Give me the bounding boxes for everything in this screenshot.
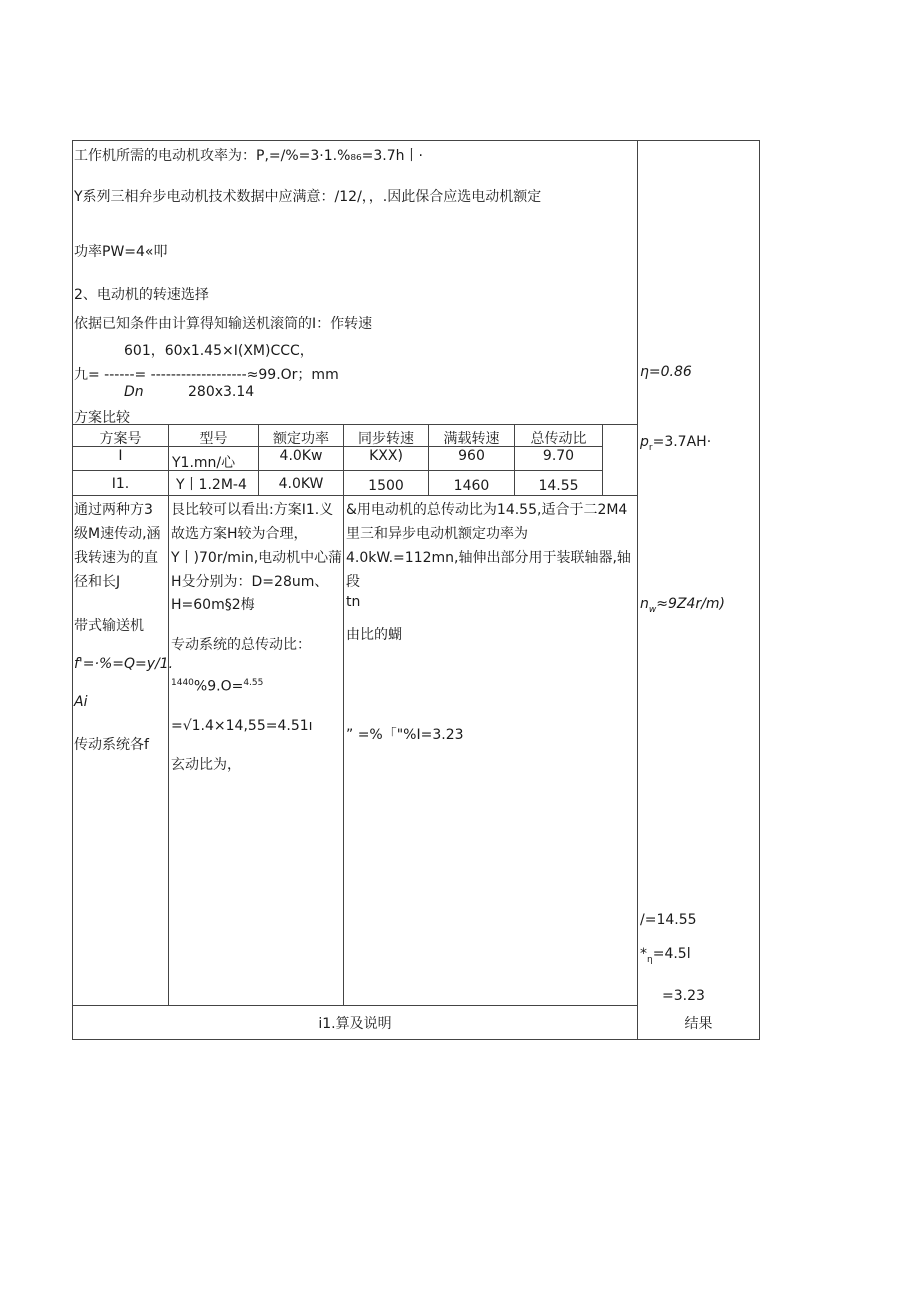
result-power-value: =3.7AH· [652,434,712,450]
result-ratio-1 [640,946,691,965]
result-ratio-1-value: =4.5l [652,946,691,962]
col2-line-8: =√1.4×14,55=4.51ı [171,718,313,734]
result-power: $p_r=3.7AH\cdot$ [640,434,712,453]
col2-line-5: H=60m§2梅 [171,597,255,613]
col2-line-6: 专动系统的总传动比： [171,637,311,653]
col3-line-6: 由比的蝴 [346,627,402,643]
section-heading-speed: 2、电动机的转速选择 [74,287,209,303]
col2-line-3: Y丨)70r/min,电动机中心蒲 [171,550,343,566]
col3-line-5: tn [346,594,361,610]
scheme-header-no: 方案号 [99,431,142,447]
table-row-2-full: 1460 [453,478,490,494]
outer-border-right [759,140,760,1040]
result-ratio-1-sub: η [647,954,653,965]
col1-line-2: 级M速传动,涵 [74,526,161,542]
col1-line-1: 通过两种方3 [74,502,153,518]
formula-denominator: 280x3.14 [188,384,255,400]
scheme-table-bottom [72,495,638,496]
col1-line-8: 传动系统各f [74,737,149,753]
scheme-header-model: 型号 [199,431,228,447]
scheme-header-sync-speed: 同步转速 [358,431,414,447]
table-row-1-power: 4.0Kw [279,448,323,464]
table-row-2-no: I1. [111,476,130,492]
rated-power-line: 功率PW=4«叩 [74,244,168,260]
scheme-col-6 [602,424,603,496]
col2-line-4: H殳分别为：D=28um、 [171,574,329,590]
col3-line-4: 段 [346,574,360,590]
col3-line-3: 4.0kW.=112mn,轴伸出部分用于装联轴器,轴 [346,550,631,566]
col2-line-1: 艮比较可以看出:方案I1.义 [171,502,334,518]
formula-dn: Dn [124,384,144,400]
table-row-1-ratio: 9.70 [542,448,575,464]
drum-speed-line: 依据已知条件由计算得知输送机滚筒的I：作转速 [74,316,373,332]
col2-ratio-sup-1: 1440 [171,678,194,688]
col2-line-9: 玄动比为， [171,757,241,773]
result-ratio-2: =3.23 [662,988,705,1004]
col2-ratio-main: %9.O= [193,678,244,695]
col1-line-4: 径和长J [74,574,121,590]
result-speed-sub: w [648,604,657,615]
formula-numerator: 601，60x1.45×I(XM)CCC， [124,343,314,359]
table-row-1-full: 960 [458,448,485,464]
scheme-col-3 [343,424,344,1006]
col1-line-7: Ai [74,694,88,710]
col1-line-5: 带式输送机 [74,618,144,634]
col2-ratio-formula [171,678,263,695]
result-speed-symbol: n [640,596,649,612]
scheme-table-row2 [72,470,602,471]
table-row-2-ratio: 14.55 [538,478,579,494]
table-row-1-no: I [118,448,123,464]
motor-data-line: Y系列三相弁步电动机技术数据中应满意：/12/，，.因此保合应选电动机额定 [74,189,542,205]
col2-line-2: 故选方案H较为合理， [171,526,308,542]
result-ratio-1-prefix: * [640,946,647,962]
scheme-header-rated-power: 额定功率 [273,431,329,447]
col1-line-6: f'=·%=Q=y/1. [74,656,174,672]
result-total-ratio: /=14.55 [640,912,697,928]
table-row-1-sync: KXX) [369,448,403,464]
outer-border-top [72,140,760,141]
table-row-2-sync: 1500 [368,478,404,494]
power-requirement-line: 工作机所需的电动机攻率为：P,=/%=3·1.%₈₆=3.7h丨· [74,148,423,164]
col3-line-7: ” =%「"%I=3.23 [346,727,464,743]
scheme-table-top [72,424,638,425]
results-column-divider [637,140,638,1040]
outer-border-bottom [72,1039,760,1040]
footer-divider [72,1005,638,1006]
result-speed [640,596,725,615]
result-speed-value: ≈9Z4r/m) [656,596,725,612]
col2-ratio-sup-2: 4.55 [243,678,264,688]
table-row-1-model: Y1.mn/心 [172,455,236,471]
table-row-2-model: Y丨1.2M-4 [176,477,247,493]
footer-result-label: 结果 [684,1016,713,1032]
result-power-symbol: p [640,434,649,450]
outer-border-left [72,140,73,1040]
col3-line-1: &用电动机的总传动比为14.55,适合于二2M4 [346,502,628,518]
scheme-header-total-ratio: 总传动比 [530,431,587,447]
scheme-col-1 [168,424,169,1006]
col1-line-3: 我转速为的直 [74,550,158,566]
col3-line-2: 里三和异步电动机额定功率为 [346,526,528,542]
footer-calc-label: i1.算及说明 [318,1016,392,1032]
result-eta: η=0.86 [640,364,692,380]
scheme-comparison-title: 方案比较 [74,410,130,426]
table-row-2-power: 4.0KW [278,476,324,492]
formula-main: 九= ------= -------------------≈99.Or；mm [74,367,339,383]
scheme-header-full-load-speed: 满载转速 [443,431,500,447]
